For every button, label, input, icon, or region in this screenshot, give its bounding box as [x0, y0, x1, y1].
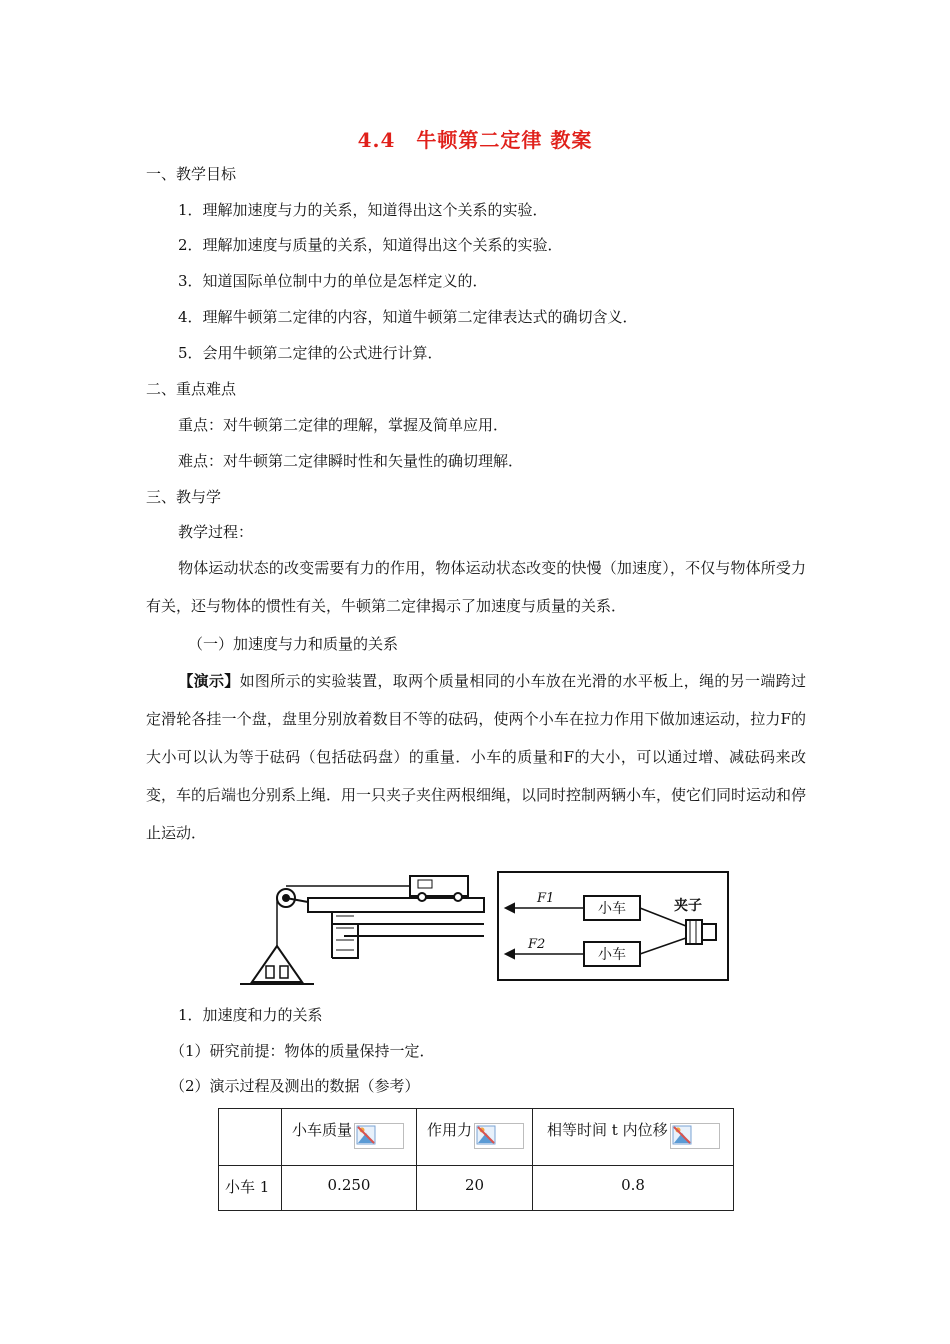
experiment-apparatus-figure	[240, 862, 732, 986]
demo-tag: 【演示】	[178, 672, 240, 690]
leg-hatch	[336, 916, 354, 950]
table-header-row	[219, 1109, 734, 1166]
section-heading-teaching: 三、教与学	[146, 488, 222, 506]
section-heading-key-points: 二、重点难点	[146, 380, 237, 398]
top-view-diagram	[498, 872, 728, 980]
car-wheel	[418, 893, 426, 901]
demo-text: 如图所示的实验装置，取两个质量相同的小车放在光滑的水平板上，绳的另一端跨过定滑轮各挂一个盘，盘里分别放着数目不等的砝码，使两个小车在拉力作用下做加速运动，拉力F的大小可以认为等于砝码（包括砝码盘）的重量．小车的质量和F的大小，可以通过增、减砝码来改变，车的后端也分别系上绳．用一只夹子夹住两根细绳，以同时控制两辆小车，使它们同时运动和停止运动．	[146, 672, 807, 842]
clip-jaw	[702, 924, 716, 940]
table-frame	[332, 912, 484, 958]
table-cell: 0.8	[533, 1166, 734, 1211]
arrow-upper	[506, 904, 514, 912]
broken-image-icon	[354, 1123, 404, 1149]
clip-label: 夹子	[674, 898, 702, 914]
table-header-cell	[219, 1109, 282, 1166]
item-heading: 1．加速度和力的关系	[178, 1006, 323, 1024]
goal-item: 1．理解加速度与力的关系，知道得出这个关系的实验．	[178, 201, 548, 219]
broken-image-icon	[474, 1123, 524, 1149]
car-wheel	[454, 893, 462, 901]
document-title: 4.4 牛顿第二定律 教案	[357, 128, 593, 152]
table-cell: 20	[417, 1166, 533, 1211]
intro-paragraph	[146, 549, 806, 625]
goal-item: 3．知道国际单位制中力的单位是怎样定义的．	[178, 272, 488, 290]
force-label-f1: F1	[537, 891, 555, 906]
broken-image-icon	[670, 1123, 720, 1149]
subsection-heading: （一）加速度与力和质量的关系	[188, 635, 399, 653]
table-header-cell	[282, 1109, 417, 1166]
table-header-cell	[533, 1109, 734, 1166]
section-heading-goals: 一、教学目标	[146, 165, 237, 183]
weight	[280, 966, 288, 978]
intro-text: 物体运动状态的改变需要有力的作用，物体运动状态改变的快慢（加速度），不仅与物体所受力有关，还与物体的惯性有关，牛顿第二定律揭示了加速度与质量的关系．	[146, 559, 806, 615]
table-row	[219, 1166, 734, 1211]
table-header-cell	[417, 1109, 533, 1166]
car-label-upper: 小车	[598, 901, 626, 917]
header-mass: 小车质量	[292, 1121, 353, 1139]
side-view-diagram	[240, 876, 484, 984]
weight-pan	[252, 946, 302, 982]
demo-paragraph	[146, 662, 806, 852]
process-label: 教学过程：	[178, 523, 254, 541]
force-label-f2: F2	[528, 937, 546, 952]
item-premise: （1）研究前提：物体的质量保持一定．	[170, 1042, 435, 1060]
goal-item: 5．会用牛顿第二定律的公式进行计算．	[178, 344, 443, 362]
goal-item: 2．理解加速度与质量的关系，知道得出这个关系的实验．	[178, 236, 563, 254]
table-cell: 小车 1	[219, 1166, 282, 1211]
arrow-lower	[506, 950, 514, 958]
car-label-lower: 小车	[598, 947, 626, 963]
key-point: 重点：对牛顿第二定律的理解，掌握及简单应用．	[178, 416, 509, 434]
weight	[266, 966, 274, 978]
goal-item: 4．理解牛顿第二定律的内容，知道牛顿第二定律表达式的确切含义．	[178, 308, 638, 326]
rear-string-lower	[640, 938, 686, 954]
item-process: （2）演示过程及测出的数据（参考）	[170, 1077, 420, 1095]
table-cell: 0.250	[282, 1166, 417, 1211]
header-displacement: 相等时间 t 内位移	[547, 1121, 668, 1139]
difficult-point: 难点：对牛顿第二定律瞬时性和矢量性的确切理解．	[178, 452, 524, 470]
clip-body	[686, 920, 702, 944]
header-force: 作用力	[427, 1121, 473, 1139]
table-leg	[332, 924, 358, 958]
data-table	[218, 1108, 734, 1211]
